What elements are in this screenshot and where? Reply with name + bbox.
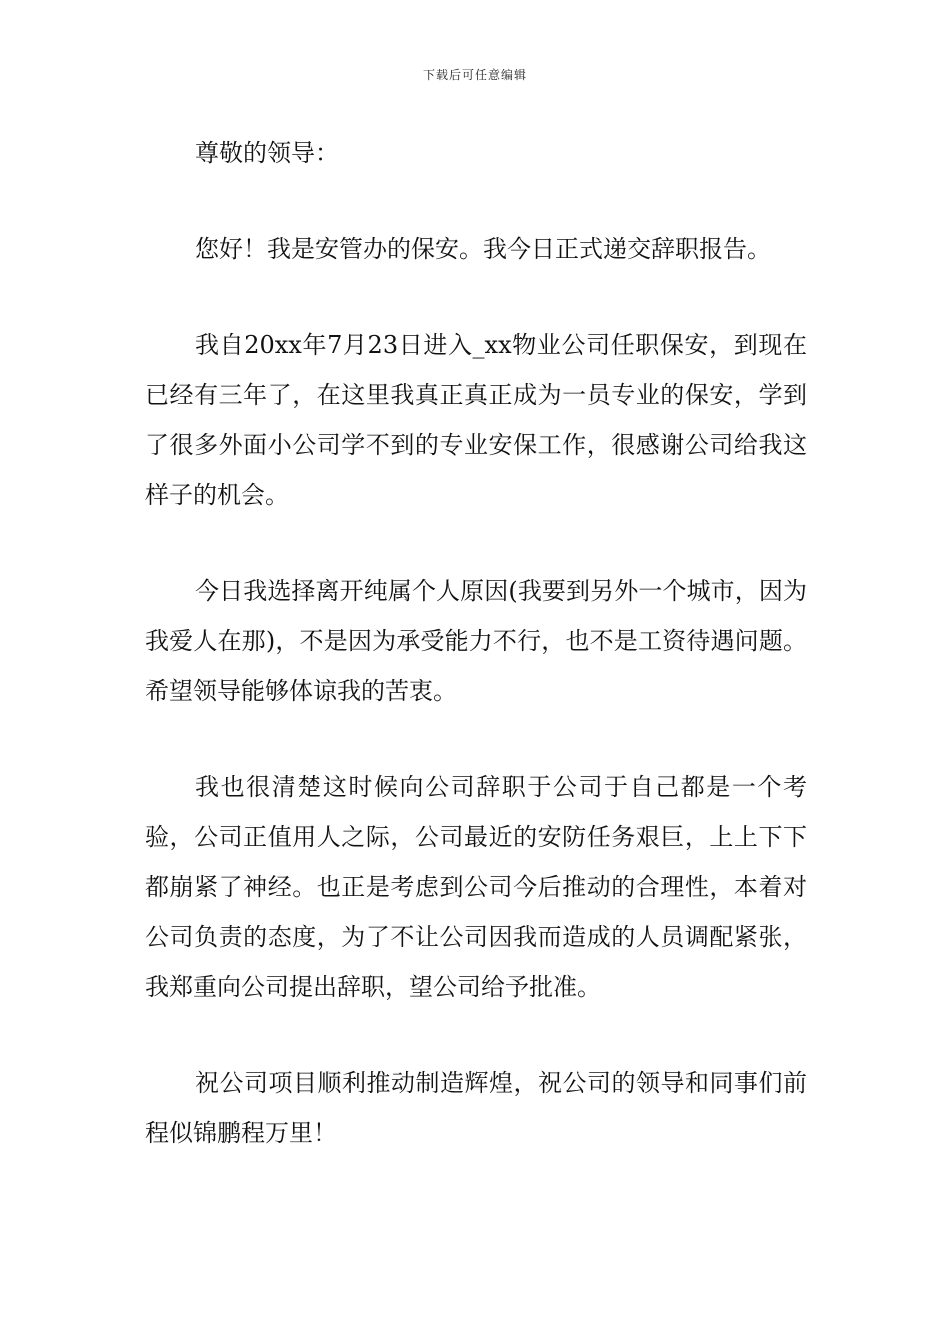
header-note: 下载后可任意编辑 (422, 68, 527, 82)
paragraph-reason: 今日我选择离开纯属个人原因(我要到另外一个城市，因为我爱人在那)，不是因为承受能力不行，也不是工资待遇问题。希望领导能够体谅我的苦衷。 (145, 577, 807, 705)
letter-body (145, 128, 807, 1204)
paragraph-closing-wishes: 祝公司项目顺利推动制造辉煌，祝公司的领导和同事们前程似锦鹏程万里！ (145, 1069, 807, 1147)
paragraph-greeting: 您好！我是安管办的保安。我今日正式递交辞职报告。 (195, 235, 771, 263)
salutation: 尊敬的领导： (195, 139, 339, 167)
paragraph-employment-history: 我自20xx年7月23日进入_xx物业公司任职保安，到现在已经有三年了，在这里我真正真正成为一员专业的保安，学到了很多外面小公司学不到的专业安保工作，很感谢公司给我这样子的机会。 (145, 331, 807, 509)
paragraph-consideration: 我也很清楚这时候向公司辞职于公司于自己都是一个考验，公司正值用人之际，公司最近的安防任务艰巨，上上下下都崩紧了神经。也正是考虑到公司今后推动的合理性，本着对公司负责的态度，为了不让公司因我而造成的人员调配紧张，我郑重向公司提出辞职，望公司给予批准。 (145, 773, 807, 1001)
